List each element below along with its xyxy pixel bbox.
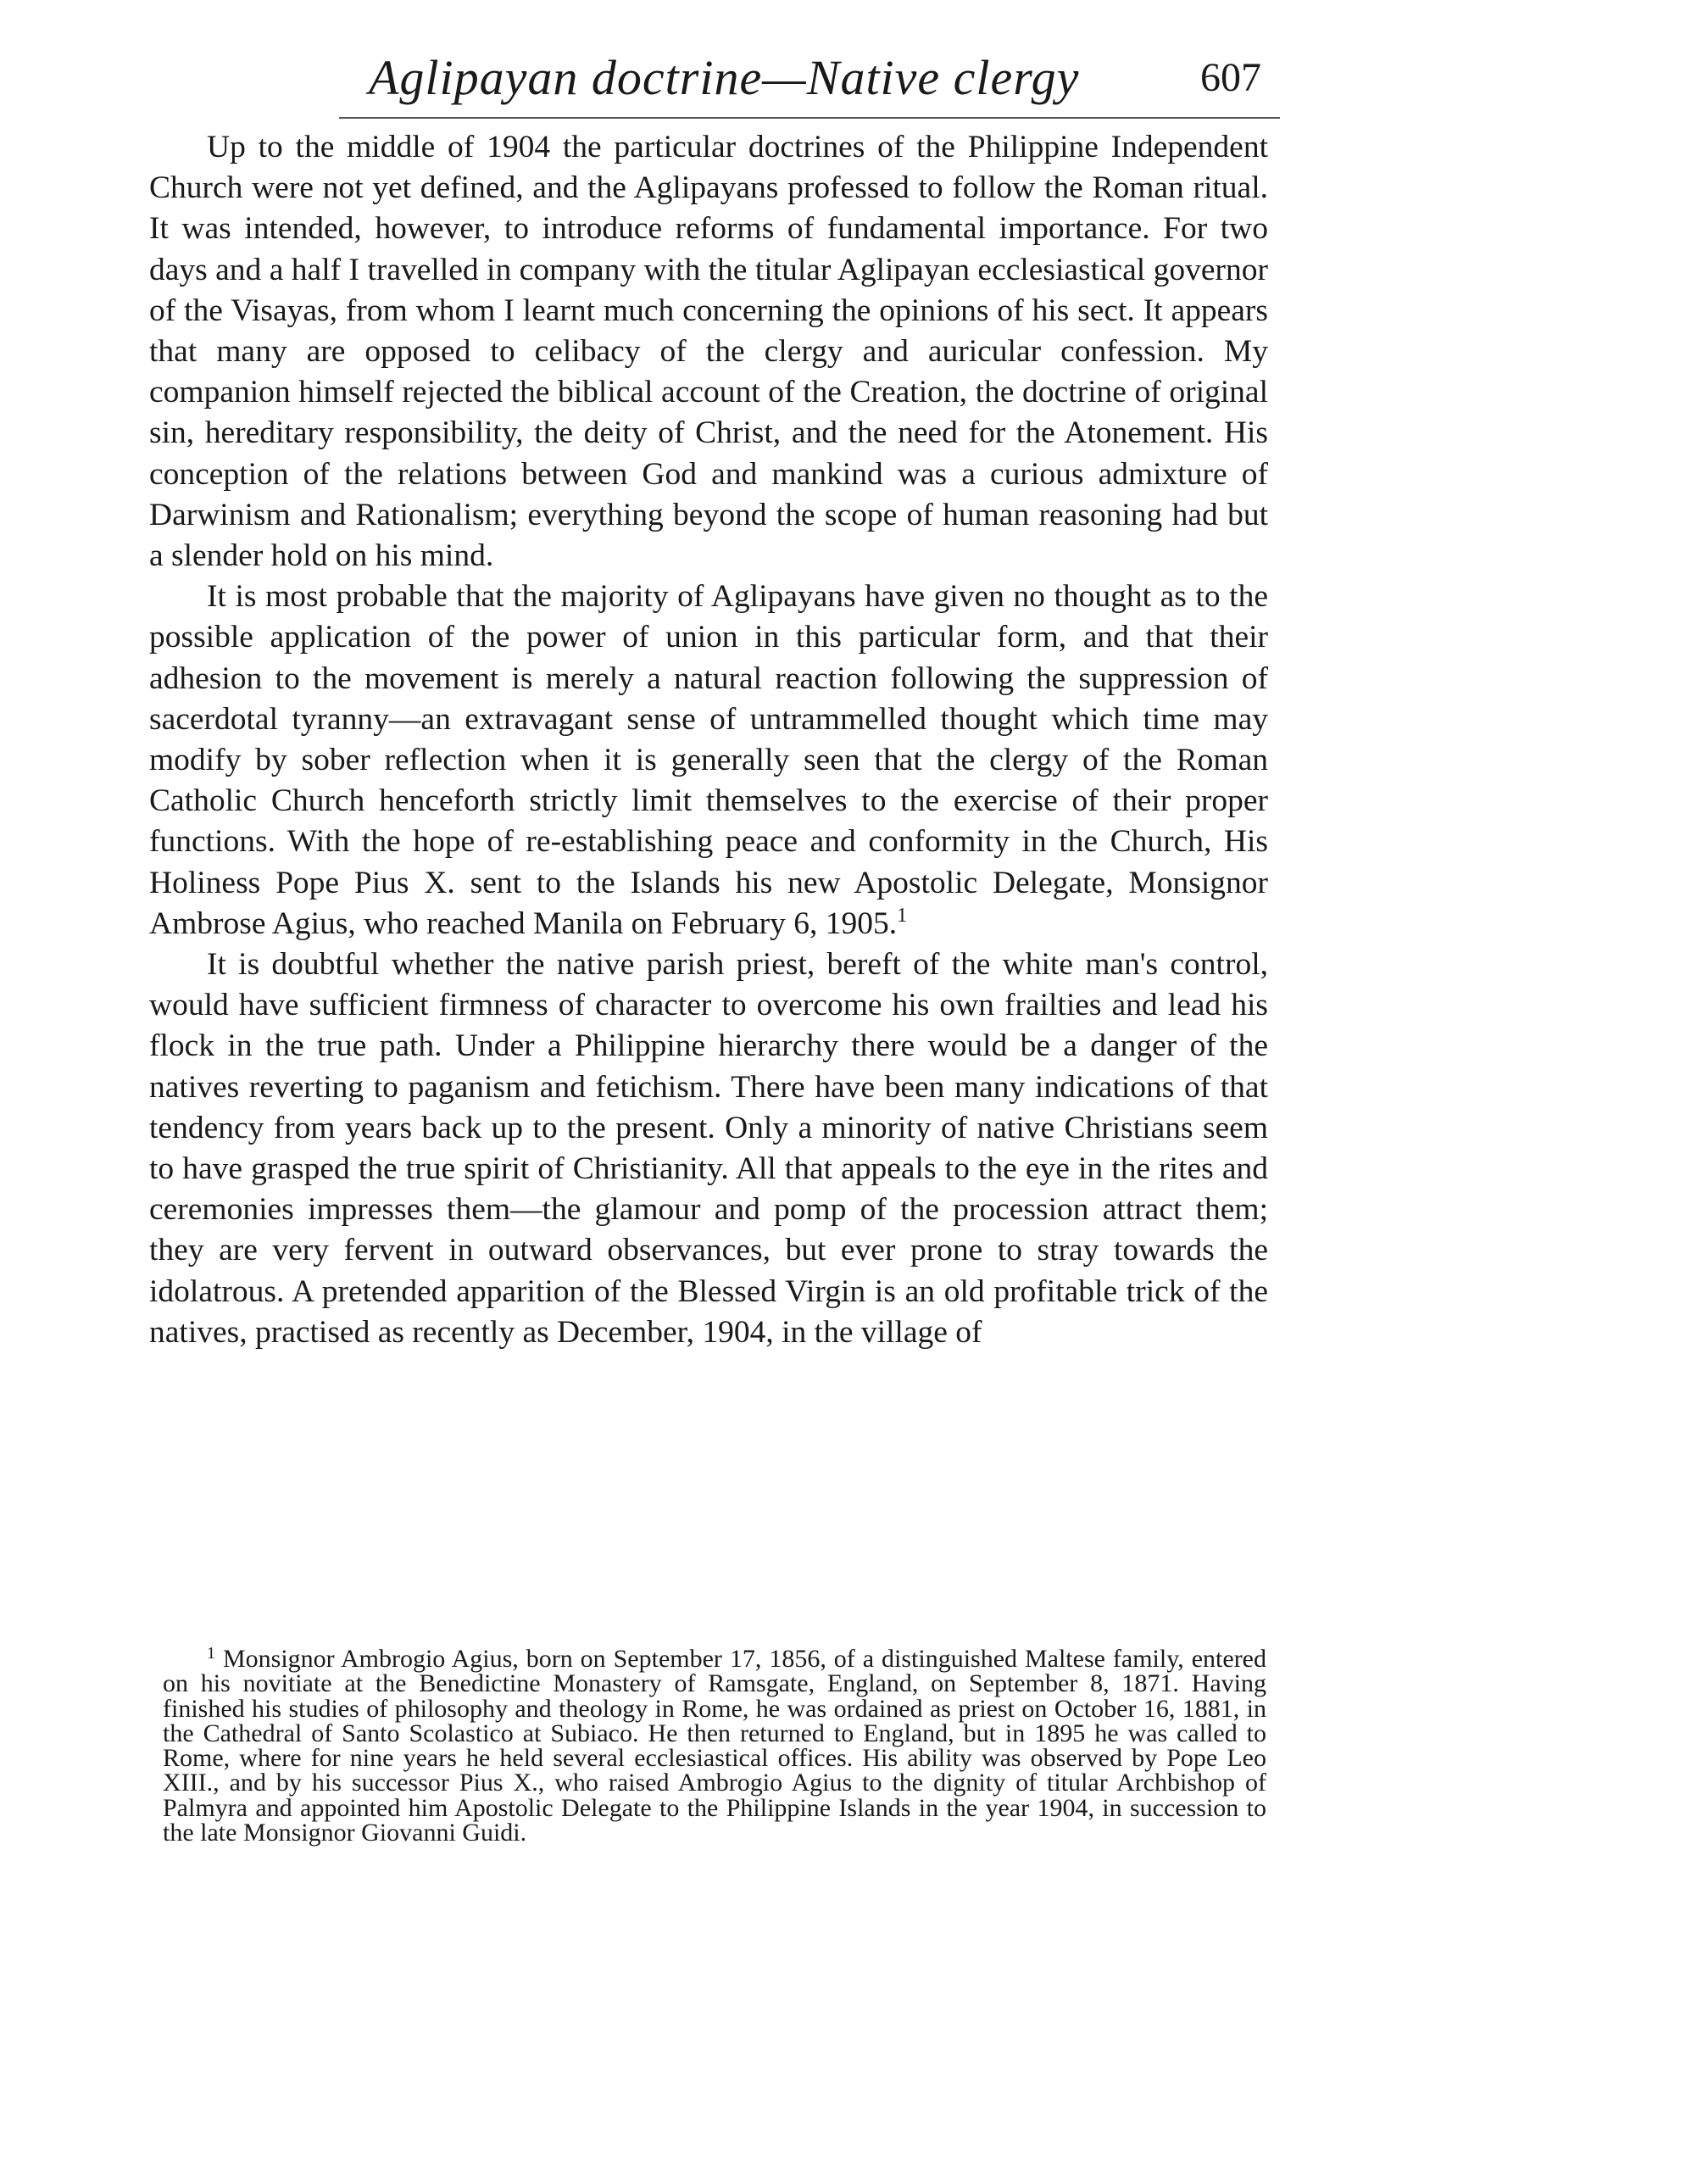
- footnotes: [163, 1646, 1266, 1845]
- footnote-text: Monsignor Ambrogio Agius, born on September 17, 1856, of a distinguished Maltese family, entered on his novitiate at the Benedictine Monastery of Ramsgate, England, on September 8, 1871. Having finished his studies of philosophy and theology in Rome, he was ordained as priest on October 16, 1881, in the Cathedral of Santo Scolastico at Subiaco. He then returned to England, but in 1895 he was called to Rome, where for nine years he held several ecclesiastical offices. His ability was observed by Pope Leo XIII., and by his successor Pius X., who raised Ambrogio Agius to the dignity of titular Archbishop of Palmyra and appointed him Apostolic Delegate to the Philippine Islands in the year 1904, in succession to the late Monsignor Giovanni Guidi.: [163, 1645, 1267, 1847]
- footnote-marker: 1: [207, 1644, 215, 1663]
- paragraph-2: [149, 577, 1268, 944]
- running-title: Aglipayan doctrine—Native clergy: [369, 50, 1080, 105]
- footnote-reference: 1: [897, 904, 908, 927]
- paragraph-2-text: It is most probable that the majority of Aglipayans have given no thought as to the possible application of the power of union in this particular form, and that their adhesion to the movement is merely a natural reaction following the suppression of sacerdotal tyranny—an extravagant sense of untrammelled thought which time may modify by sober reflection when it is generally seen that the clergy of the Roman Catholic Church henceforth strictly limit themselves to the exercise of their proper functions. With the hope of re-establishing peace and conformity in the Church, His Holiness Pope Pius X. sent to the Islands his new Apostolic Delegate, Monsignor Ambrose Agius, who reached Manila on February 6, 1905.: [149, 579, 1268, 941]
- paragraph-3: It is doubtful whether the native parish priest, bereft of the white man's control, would have sufficient firmness of character to overcome his own frailties and lead his flock in the true path. Under a Philippine hierarchy there would be a danger of the natives reverting to paganism and fetichism. There have been many indications of that tendency from years back up to the present. Only a minority of native Christians seem to have grasped the true spirit of Christianity. All that appeals to the eye in the rites and ceremonies impresses them—the glamour and pomp of the procession attract them; they are very fervent in outward observances, but ever prone to stray towards the idolatrous. A pretended apparition of the Blessed Virgin is an old profitable trick of the natives, practised as recently as December, 1904, in the village of: [149, 947, 1268, 1350]
- footnote-1: [163, 1646, 1266, 1845]
- paragraph-1: Up to the middle of 1904 the particular doctrines of the Philippine Independent Church were not yet defined, and the Aglipayans professed to follow the Roman ritual. It was intended, however, to introduce reforms of fundamental importance. For two days and a half I travelled in company with the titular Aglipayan ecclesiastical governor of the Visayas, from whom I learnt much concerning the opinions of his sect. It appears that many are opposed to celibacy of the clergy and auricular confession. My companion himself rejected the biblical account of the Creation, the doctrine of original sin, hereditary responsibility, the deity of Christ, and the need for the Atonement. His conception of the relations between God and mankind was a curious admixture of Darwinism and Rationalism; everything beyond the scope of human reasoning had but a slender hold on his mind.: [149, 130, 1268, 574]
- page-number: 607: [1200, 55, 1261, 100]
- running-header: [339, 44, 1280, 120]
- header-rule: [339, 117, 1280, 119]
- main-text: [149, 127, 1268, 1353]
